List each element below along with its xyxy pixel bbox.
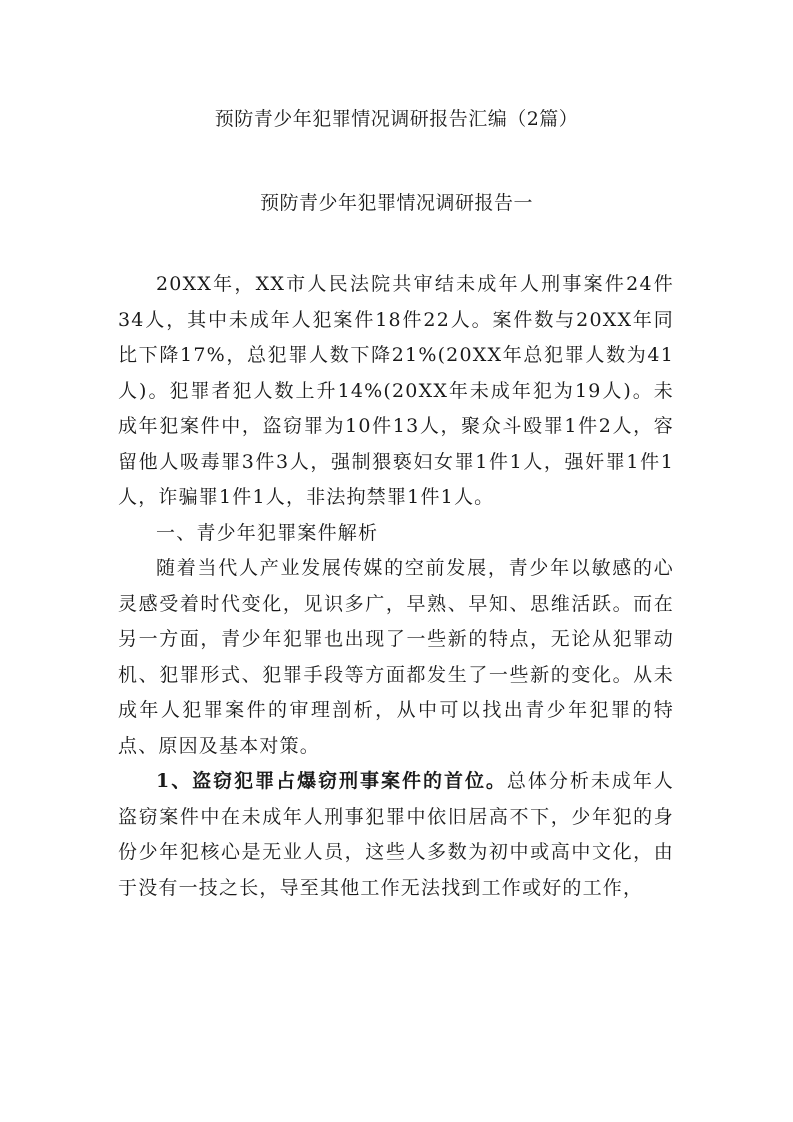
paragraph-case-statistics <box>118 267 674 516</box>
paragraph-text: 总体分析未成年人盗窃案件中在未成年人刑事犯罪中依旧居高不下，少年犯的身份少年犯核心是无业人员，这些人多数为初中或高中文化，由于没有一技之长，导至其他工作无法找到工作或好的工作， <box>118 770 674 899</box>
section-heading-case-analysis <box>118 516 674 552</box>
paragraph-lead-bold: 1、盗窃犯罪占爆窃刑事案件的首位。 <box>156 770 507 792</box>
paragraph-theft-crime <box>118 764 674 906</box>
section-heading-text: 一、青少年犯罪案件解析 <box>156 521 379 544</box>
paragraph-text: 随着当代人产业发展传媒的空前发展，青少年以敏感的心灵感受着时代变化，见识多广，早熟、早知、思维活跃。而在另一方面，青少年犯罪也出现了一些新的特点，无论从犯罪动机、犯罪形式、犯罪手段等方面都发生了一些新的变化。从未成年人犯罪案件的审理剖析，从中可以找出青少年犯罪的特点、原因及基本对策。 <box>118 557 674 757</box>
document-subtitle: 预防青少年犯罪情况调研报告一 <box>259 192 533 214</box>
document-title: 预防青少年犯罪情况调研报告汇编（2篇） <box>214 108 579 130</box>
paragraph-analysis-intro <box>118 551 674 764</box>
paragraph-text: 20XX年，XX市人民法院共审结未成年人刑事案件24件34人，其中未成年人犯案件18件22人。案件数与20XX年同比下降17%，总犯罪人数下降21%(20XX年总犯罪人数为41人)。犯罪者犯人数上升14%(20XX年未成年犯为19人)。未成年犯案件中，盗窃罪为10件13人，聚众斗殴罪1件2人，容留他人吸毒罪3件3人，强制猥亵妇女罪1件1人，强奸罪1件1人，诈骗罪1件1人，非法拘禁罪1件1人。 <box>118 273 674 508</box>
document-body <box>118 267 674 906</box>
